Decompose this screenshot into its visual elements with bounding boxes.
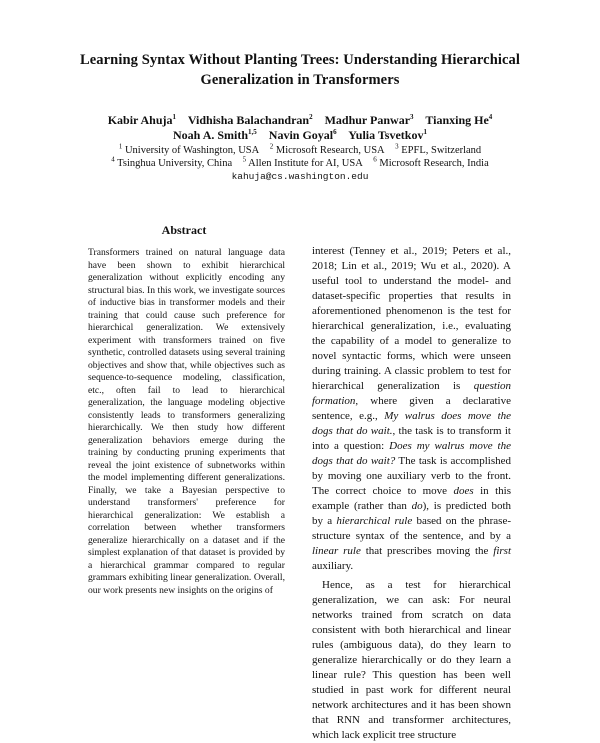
affiliation: EPFL, Switzerland [401,145,482,156]
emphasis-text: linear rule [312,545,361,557]
author-name: Vidhisha Balachandran [187,113,310,127]
intro-paragraph: Hence, as a test for hierarchical generalization, we can ask: For neural networks trained from scratch on data consistent with both hierarchical and linear rules (ambiguous data), do they learn to generalize hierarchically or do they learn a linear rule? This question has been well studied in past work for different neural network architectures and it has been shown that RNN and transformer architectures, which lack explicit tree structure [312,579,511,741]
body-text: The task is accomplished by moving one auxiliary verb to the front. The correct choice to move [312,455,512,497]
affil-sup: 4 [111,155,115,164]
author-name: Noah A. Smith [173,128,249,142]
author-sup: 1,5 [248,128,257,136]
affil-sup: 1 [118,142,123,151]
body-text: interest (Tenney et al., 2019; Peters et al., 2018; Lin et al., 2019; Wu et al., 2020). A useful tool to understand the model- and dataset-specific properties that results in aforementioned phenomenon is the test for hierarchical generalization, i.e., evaluating the capability of a model to generalize to novel syntactic forms, which were unseen during training. A classic problem to test for hierarchical generalization is [312,245,511,392]
intro-right-column [312,244,511,743]
body-text: ), is predicted both by a [312,500,511,527]
author-name: Navin Goyal [268,128,334,142]
emphasis-text: first [493,545,512,557]
body-text: that prescribes moving the [360,545,494,557]
affiliation: Microsoft Research, India [379,158,489,169]
emphasis-text: does [453,485,474,497]
abstract-body: Transformers trained on natural language data have been shown to exhibit hierarchical generalization without explicitly encoding any structural bias. In this work, we investigate sources of inductive bias in transformer models and their training that could cause such preference for hierarchical generalization. We extensively experiment with transformers trained on five synthetic, controlled datasets using several training objectives and show that, while objectives such as sequence-to-sequence modeling, classification, etc., often fail to lead to hierarchical generalization, the language modeling objective consistently leads to transformers generalizing hierarchically. We then study how different generalization behaviors emerge during the training by conducting pruning experiments that reveal the joint existence of subnetworks within the model implementing different generalizations. Finally, we take a Bayesian perspective to understand transformers' preference for hierarchical generalization: We establish a correlation between whether transformers generalize hierarchically on a dataset and if the simplest explanation of that dataset is provided by a hierarchical grammar compared to regular grammars exhibiting linear generalization. Overall, our work presents new insights on the origins of [88,247,285,596]
body-text: based on the phrase-structure syntax of the sentence, and by a [312,515,511,542]
paper-title: Learning Syntax Without Planting Trees: Understanding Hierarchical Generalization in Transformers [79,52,521,88]
author-sup: 4 [488,113,493,121]
example-sentence: My walrus does move the dogs that do wait. [312,410,512,437]
emphasis-text: do [411,500,423,512]
example-question: Does my walrus move the dogs that do wait? [312,440,511,467]
affiliation: Microsoft Research, USA [275,145,385,156]
body-text: auxiliary. [312,560,354,572]
body-text: , where given a declarative sentence, e.g., [312,395,511,422]
author-sup: 1 [172,113,177,121]
body-text: in this example (rather than [312,485,511,512]
affil-sup: 6 [373,155,377,164]
affil-sup: 5 [242,155,247,164]
affil-sup: 3 [395,142,399,151]
author-sup: 6 [333,128,337,136]
emphasis-text: hierarchical rule [336,515,413,527]
author-list [40,113,560,143]
affiliation: Allen Institute for AI, USA [248,158,363,169]
author-line-1 [40,113,560,128]
intro-paragraph [312,244,511,574]
author-sup: 3 [410,113,414,121]
affiliation: University of Washington, USA [124,145,260,156]
emphasis-text: question formation [312,380,511,407]
author-line-2 [40,128,560,143]
author-name: Madhur Panwar [324,113,411,127]
affil-sup: 2 [269,142,274,151]
affiliation: Tsinghua University, China [117,158,233,169]
author-name: Tianxing He [425,113,489,127]
affiliations-line-2 [40,157,560,170]
body-text: , the task is to transform it into a question: [312,425,511,452]
author-name: Yulia Tsvetkov [348,128,424,142]
affiliations-line-1 [40,144,560,157]
contact-email[interactable]: kahuja@cs.washington.edu [231,171,369,182]
abstract-heading: Abstract [161,223,207,237]
author-name: Kabir Ahuja [107,113,173,127]
author-sup: 1 [423,128,427,136]
author-sup: 2 [309,113,313,121]
